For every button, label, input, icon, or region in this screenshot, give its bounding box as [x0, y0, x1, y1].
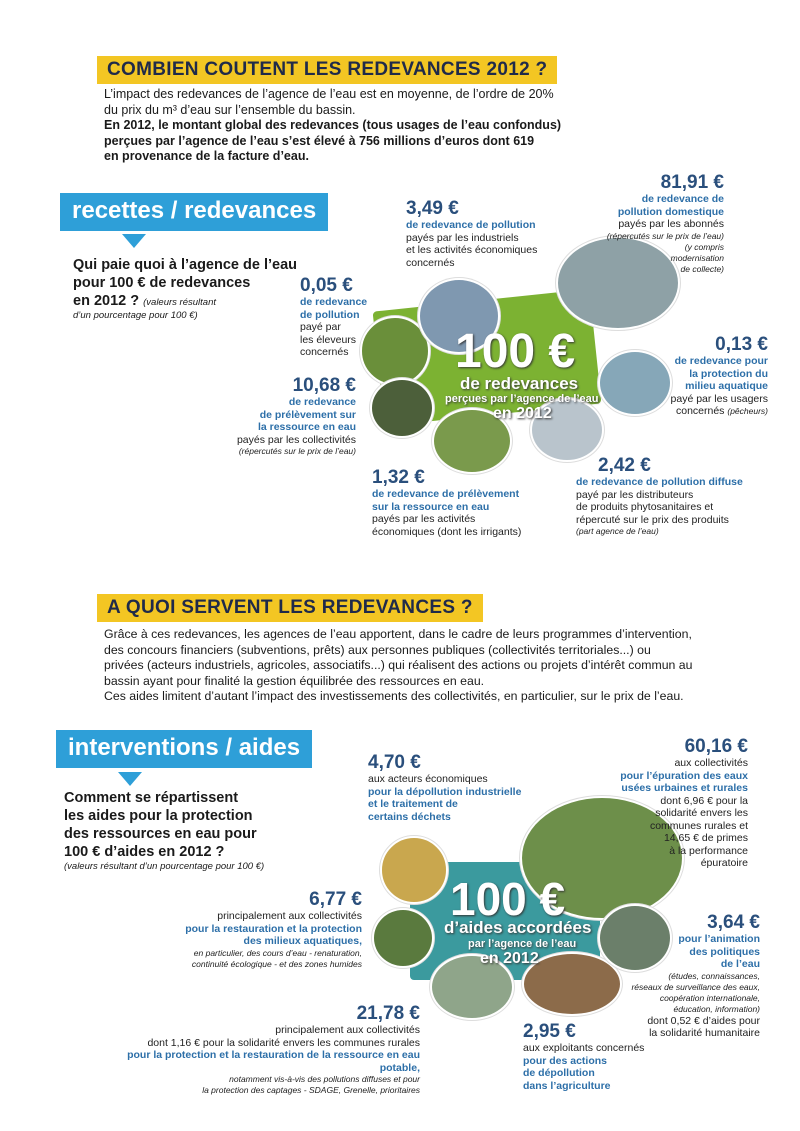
- label: milieu aquatique: [685, 380, 768, 392]
- section1-question: [73, 256, 313, 322]
- text: payé par: [300, 321, 341, 333]
- intro-bold-line: En 2012, le montant global des redevances (tous usages de l’eau confondus): [104, 118, 562, 132]
- intro-line: L’impact des redevances de l’agence de l’eau est en moyenne, de l’ordre de 20%: [104, 87, 554, 101]
- text: et les activités économiques: [406, 244, 538, 256]
- amount: 3,49 €: [406, 198, 459, 219]
- text: dont 6,96 € pour la: [660, 794, 748, 807]
- section1-intro: [104, 87, 584, 165]
- note: de collecte): [680, 263, 724, 274]
- text: communes rurales et: [649, 819, 748, 832]
- amount: 60,16 €: [684, 736, 748, 757]
- note: éducation, information): [673, 1003, 760, 1014]
- item-2178: [98, 1003, 420, 1096]
- amount: 2,95 €: [523, 1021, 576, 1042]
- center-amount: 100 €: [450, 873, 566, 925]
- paragraph-line: Ces aides limitent d’autant l’impact des investissements des collectivités, en particulier, sur le prix de l’eau.: [104, 689, 684, 703]
- note: modernisation: [670, 252, 724, 263]
- label: de prélèvement sur: [259, 408, 356, 421]
- label: sur la ressource en eau: [372, 500, 490, 513]
- text: concernés: [300, 346, 349, 358]
- label: et le traitement de: [368, 798, 458, 810]
- item-677: [170, 889, 362, 970]
- label: de pollution: [300, 308, 360, 321]
- center-line: par l’agence de l’eau: [468, 938, 577, 950]
- label: pour l’épuration des eaux: [620, 769, 748, 782]
- label: la protection du: [689, 367, 768, 380]
- text: dont 0,52 € d’aides pour: [647, 1014, 760, 1027]
- label: de redevance de pollution diffuse: [576, 476, 743, 488]
- center-line: en 2012: [480, 950, 539, 967]
- label: des politiques: [689, 945, 760, 958]
- note: (répercutés sur le prix de l’eau): [606, 230, 724, 241]
- section2-paragraph: [104, 627, 724, 705]
- paragraph-line: Grâce à ces redevances, les agences de l’eau apportent, dans le cadre de leurs programmes d’intervention,: [104, 627, 692, 641]
- paragraph-line: des concours financiers (subventions, prêts) aux personnes publiques (collectivités territoriales...) ou: [104, 642, 651, 657]
- intro-line: du prix du m³ d’eau sur l’ensemble du bassin.: [104, 102, 356, 117]
- note: coopération internationale,: [659, 992, 760, 1003]
- question-line: Qui paie quoi à l’agence de l’eau: [73, 257, 298, 273]
- item-470: [368, 752, 548, 823]
- label: dans l’agriculture: [523, 1079, 611, 1092]
- note: réseaux de surveillance des eaux,: [631, 981, 760, 992]
- center-line: d’aides accordées: [444, 918, 592, 937]
- question-note: (valeurs résultant d’un pourcentage pour 100 €): [64, 861, 265, 872]
- label: de dépollution: [523, 1067, 595, 1079]
- note: la protection des captages - SDAGE, Grenelle, prioritaires: [202, 1085, 420, 1095]
- label: la ressource en eau: [257, 421, 356, 433]
- note: continuité écologique - et des zones humides: [191, 958, 362, 969]
- center-line: perçues par l’agence de l’eau: [445, 393, 599, 405]
- text: payé par les distributeurs: [576, 488, 694, 501]
- section1-heading: COMBIEN COUTENT LES REDEVANCES 2012 ?: [97, 56, 557, 84]
- amount: 4,70 €: [368, 752, 421, 773]
- label: des milieux aquatiques,: [243, 935, 362, 947]
- label: usées urbaines et rurales: [621, 782, 748, 794]
- label: pollution domestique: [617, 205, 724, 218]
- center-line: de redevances: [460, 374, 579, 393]
- amount: 10,68 €: [292, 375, 356, 396]
- label: de redevance: [288, 396, 356, 408]
- item-6016: [612, 736, 748, 870]
- label: de redevance de prélèvement: [372, 488, 520, 500]
- question-note: d’un pourcentage pour 100 €): [73, 310, 198, 321]
- paragraph-line: bassin ayant pour finalité la gestion équilibrée des ressources en eau.: [104, 673, 485, 688]
- text: aux exploitants concernés: [523, 1042, 645, 1054]
- text: à la performance: [669, 844, 748, 857]
- text: les éleveurs: [300, 333, 357, 346]
- river-photo: [372, 908, 434, 968]
- text: dont 1,16 € pour la solidarité envers les communes rurales: [147, 1036, 420, 1049]
- label: pour la dépollution industrielle: [368, 785, 522, 798]
- item-013: [650, 334, 768, 418]
- label: de redevance pour: [674, 355, 768, 367]
- note: (pêcheurs): [727, 406, 768, 416]
- question-line: les aides pour la protection: [64, 808, 253, 824]
- note: (répercutés sur le prix de l’eau): [238, 446, 356, 456]
- waste-photo: [380, 836, 448, 904]
- label: certains déchets: [368, 810, 451, 823]
- intro-bold-line: perçues par l’agence de l’eau s’est élevé à 756 millions d’euros dont 619: [104, 133, 535, 148]
- intro-bold-line: en provenance de la facture d’eau.: [104, 149, 309, 163]
- label: de redevance de pollution: [406, 219, 536, 231]
- label: pour la restauration et la protection: [185, 922, 362, 935]
- note: (part agence de l’eau): [576, 526, 659, 536]
- recettes-tag: recettes / redevances: [60, 193, 328, 231]
- text: principalement aux collectivités: [217, 910, 362, 922]
- text: épuratoire: [700, 857, 748, 869]
- center-amount: 100 €: [455, 325, 576, 378]
- text: principalement aux collectivités: [275, 1024, 420, 1036]
- amount: 0,13 €: [715, 334, 768, 355]
- item-132: [372, 467, 542, 538]
- text: la solidarité humanitaire: [649, 1027, 760, 1039]
- text: payés par les collectivités: [236, 433, 356, 446]
- tag-tail: [122, 234, 146, 248]
- text: solidarité envers les: [655, 807, 748, 819]
- text: répercuté sur le prix des produits: [576, 513, 729, 526]
- text: de produits phytosanitaires et: [576, 501, 714, 513]
- question-line: des ressources en eau pour: [64, 826, 257, 842]
- label: de redevance de: [641, 193, 724, 205]
- question-line: en 2012 ?: [73, 293, 140, 309]
- text: payés par les industriels: [406, 231, 519, 244]
- item-349: [406, 198, 566, 269]
- question-line: pour 100 € de redevances: [73, 275, 251, 291]
- label: de l’eau: [720, 958, 760, 970]
- text: payé par les usagers: [670, 392, 768, 405]
- note: notamment vis-à-vis des pollutions diffuses et pour: [229, 1074, 420, 1084]
- note: en particulier, des cours d’eau - renaturation,: [193, 947, 362, 958]
- label: pour des actions: [523, 1054, 608, 1067]
- label: pour l’animation: [678, 933, 760, 945]
- item-8191: [580, 172, 724, 275]
- interventions-tag: interventions / aides: [56, 730, 312, 768]
- text: payés par les abonnés: [618, 218, 724, 230]
- text: concernés: [675, 405, 725, 417]
- item-005: [300, 275, 380, 359]
- text: 14,65 € de primes: [663, 832, 748, 844]
- text: économiques (dont les irrigants): [372, 525, 522, 538]
- section2-heading: A QUOI SERVENT LES REDEVANCES ?: [97, 594, 483, 622]
- item-242: [576, 455, 766, 537]
- note: (y compris: [684, 241, 724, 252]
- text: aux acteurs économiques: [368, 773, 488, 785]
- amount: 21,78 €: [356, 1003, 420, 1024]
- text: payés par les activités: [372, 513, 476, 525]
- item-1068: [216, 375, 356, 457]
- amount: 0,05 €: [300, 275, 353, 296]
- question-line: 100 € d’aides en 2012 ?: [64, 844, 225, 860]
- question-note: (valeurs résultant: [143, 297, 216, 308]
- text: aux collectivités: [674, 757, 748, 769]
- note: (études, connaissances,: [668, 970, 760, 981]
- amount: 1,32 €: [372, 467, 425, 488]
- label: de redevance: [300, 296, 368, 308]
- tag-tail: [118, 772, 142, 786]
- label: pour la protection et la restauration de la ressource en eau potable,: [127, 1049, 420, 1074]
- question-line: Comment se répartissent: [64, 790, 239, 806]
- amount: 2,42 €: [598, 455, 651, 476]
- section2-question: [64, 789, 294, 873]
- text: concernés: [406, 256, 455, 269]
- amount: 81,91 €: [660, 172, 724, 193]
- paragraph-line: privées (acteurs industriels, agricoles, associatifs...) qui réalisent des actions ou projets d’intérêt commun au: [104, 658, 693, 672]
- center-line: en 2012: [493, 405, 552, 422]
- tap-photo: [370, 378, 434, 438]
- amount: 3,64 €: [707, 912, 760, 933]
- amount: 6,77 €: [309, 889, 362, 910]
- item-295: [523, 1021, 663, 1092]
